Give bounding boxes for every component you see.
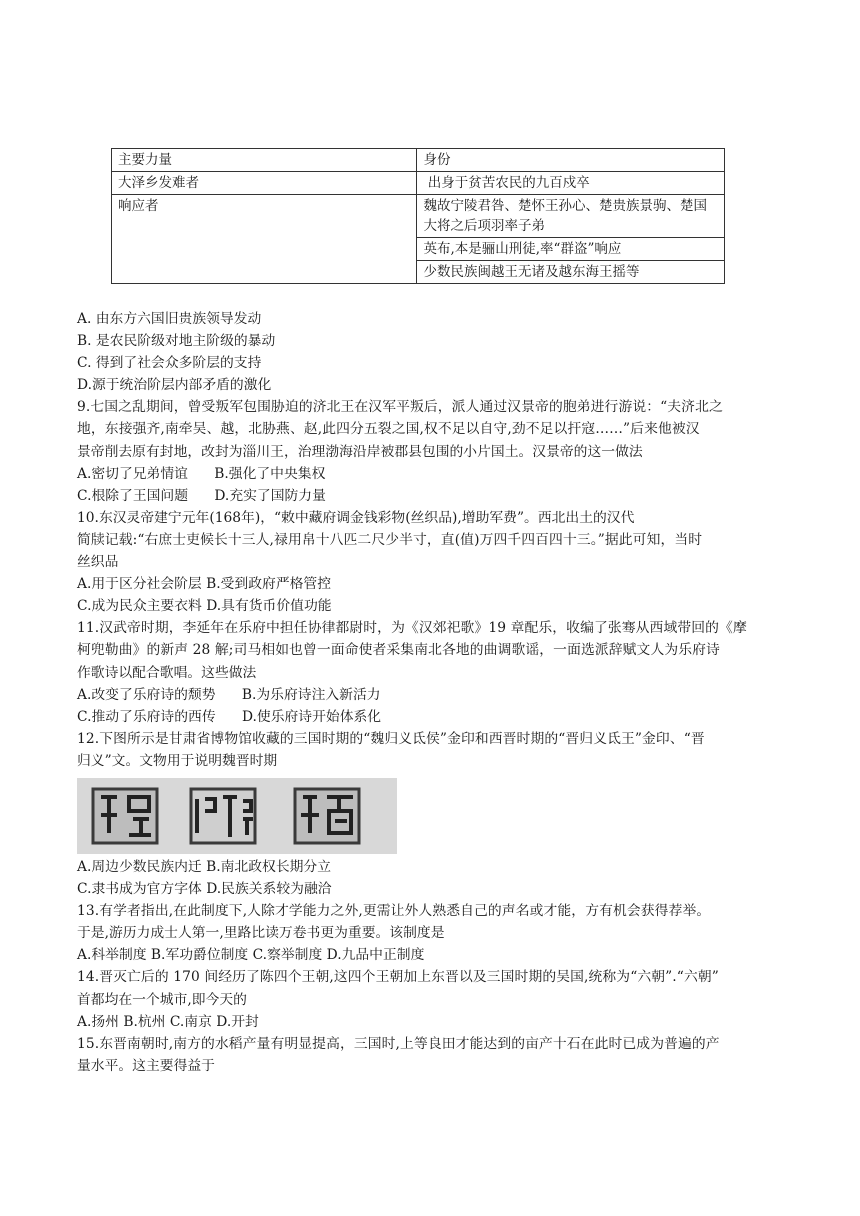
q13-stem-line: 13.有学者指出,在此制度下,人除才学能力之外,更需让外人熟悉自己的声名或才能，方有机会获得荐举。: [77, 903, 711, 920]
q11-options-row: [77, 684, 789, 706]
q11-option-d: D.使乐府诗开始体系化: [241, 708, 382, 725]
table-header-cell: 主要力量: [112, 149, 417, 172]
table-cell: 响应者: [112, 195, 417, 284]
q9-options-row: [77, 463, 789, 485]
q11-stem-line: 11.汉武帝时期，李延年在乐府中担任协律都尉时，为《汉郊祀歌》19 章配乐，收编了张骞从西域带回的《摩: [77, 620, 747, 637]
q12-stem-line: 12.下图所示是甘肃省博物馆收藏的三国时期的“魏归义氐侯”金印和西晋时期的“晋归义氐王”金印、“晋: [77, 730, 705, 747]
questions-body: [77, 308, 789, 1077]
q11-option-b: B.为乐府诗注入新活力: [241, 686, 381, 703]
q12-options-row: A.周边少数民族内迁 B.南北政权长期分立: [77, 858, 332, 875]
table-cell: 大泽乡发难者: [112, 172, 417, 195]
q9-stem-line: 地，东接强齐,南牵吴、越，北胁燕、赵,此四分五裂之国,权不足以自守,劲不足以扞寇……”后来他被汉: [77, 421, 700, 438]
table-row: [112, 195, 725, 238]
q13-stem-line: 于是,游历力成士人第一,里路比读万卷书更为重要。该制度是: [77, 925, 445, 942]
q11-stem-line: 柯兜勒曲》的新声 28 解;司马相如也曾一面命使者采集南北各地的曲调歌谣，一面选派辞赋文人为乐府诗: [77, 642, 720, 659]
seal-impression-image: [89, 785, 161, 847]
q12-options-row: C.隶书成为官方字体 D.民族关系较为融洽: [77, 881, 332, 898]
q10-stem-line: 丝织品: [77, 554, 119, 571]
table-header-cell: 身份: [417, 149, 725, 172]
q9-options-row: [77, 485, 789, 507]
q8-option-b: B. 是农民阶级对地主阶级的暴动: [77, 333, 276, 350]
seal-impression-image: [187, 785, 259, 847]
q12-stem-line: 归义”文。文物用于说明魏晋时期: [77, 752, 278, 769]
seal-impression-image: [291, 785, 363, 847]
q10-options-row: A.用于区分社会阶层 B.受到政府严格管控: [77, 576, 332, 593]
q10-stem-line: 简牍记载:“右庶士吏候长十三人,禄用帛十八匹二尺少半寸，直(值)万四千四百四十三。”据此可知，当时: [77, 531, 703, 548]
q8-option-a: A. 由东方六国旧贵族领导发动: [77, 311, 262, 327]
q11-option-c: C.推动了乐府诗的西传: [77, 708, 216, 725]
q11-options-row: [77, 706, 789, 728]
seal-photo-strip: [77, 778, 397, 854]
q14-options-row: A.扬州 B.杭州 C.南京 D.开封: [77, 1013, 259, 1030]
table-row: [112, 172, 725, 195]
table-cell-text: 出身于贫苦农民的九百戍卒: [427, 175, 590, 191]
q10-stem-line: 10.东汉灵帝建宁元年(168年)，“敕中藏府调金钱彩物(丝织品),增助军费”。西北出土的汉代: [77, 509, 635, 526]
q13-options-row: A.科举制度 B.军功爵位制度 C.察举制度 D.九品中正制度: [77, 947, 425, 964]
table-cell: [417, 172, 725, 195]
q8-option-c: C. 得到了社会众多阶层的支持: [77, 355, 262, 372]
q9-stem-line: 9.七国之乱期间，曾受叛军包围胁迫的济北王在汉军平叛后，派人通过汉景帝的胞弟进行游说：“夫济北之: [77, 399, 723, 416]
q9-option-d: D.充实了国防力量: [214, 487, 326, 504]
q11-option-a: A.改变了乐府诗的颓势: [77, 686, 216, 703]
forces-table: [111, 148, 725, 284]
q9-stem-line: 景帝削去原有封地，改封为淄川王，治理渤海沿岸被郡县包围的小片国土。汉景帝的这一做法: [77, 443, 643, 460]
q9-option-c: C.根除了王国问题: [77, 487, 189, 504]
table-cell: 魏故宁陵君咎、楚怀王孙心、楚贵族景驹、楚国大将之后项羽率子弟: [417, 195, 725, 238]
q15-stem-line: 量水平。这主要得益于: [77, 1057, 215, 1074]
q9-option-a: A.密切了兄弟情谊: [77, 465, 188, 482]
q14-stem-line: 14.晋灭亡后的 170 间经历了陈四个王朝,这四个王朝加上东晋以及三国时期的吴国,统称为“六朝”.“六朝”: [77, 969, 719, 986]
table-header-row: [112, 149, 725, 172]
table-cell: 英布,本是骊山刑徒,率“群盗”响应: [417, 238, 725, 261]
q11-stem-line: 作歌诗以配合歌唱。这些做法: [77, 664, 257, 681]
q8-option-d: D.源于统治阶层内部矛盾的激化: [77, 377, 272, 394]
q9-option-b: B.强化了中央集权: [214, 465, 326, 482]
table-cell: 少数民族闽越王无诸及越东海王摇等: [417, 261, 725, 284]
q15-stem-line: 15.东晋南朝时,南方的水稻产量有明显提高，三国时,上等良田才能达到的亩产十石在此时已成为普遍的产: [77, 1035, 720, 1052]
q10-options-row: C.成为民众主要衣料 D.具有货币价值功能: [77, 598, 332, 615]
q14-stem-line: 首都均在一个城市,即今天的: [77, 991, 247, 1008]
